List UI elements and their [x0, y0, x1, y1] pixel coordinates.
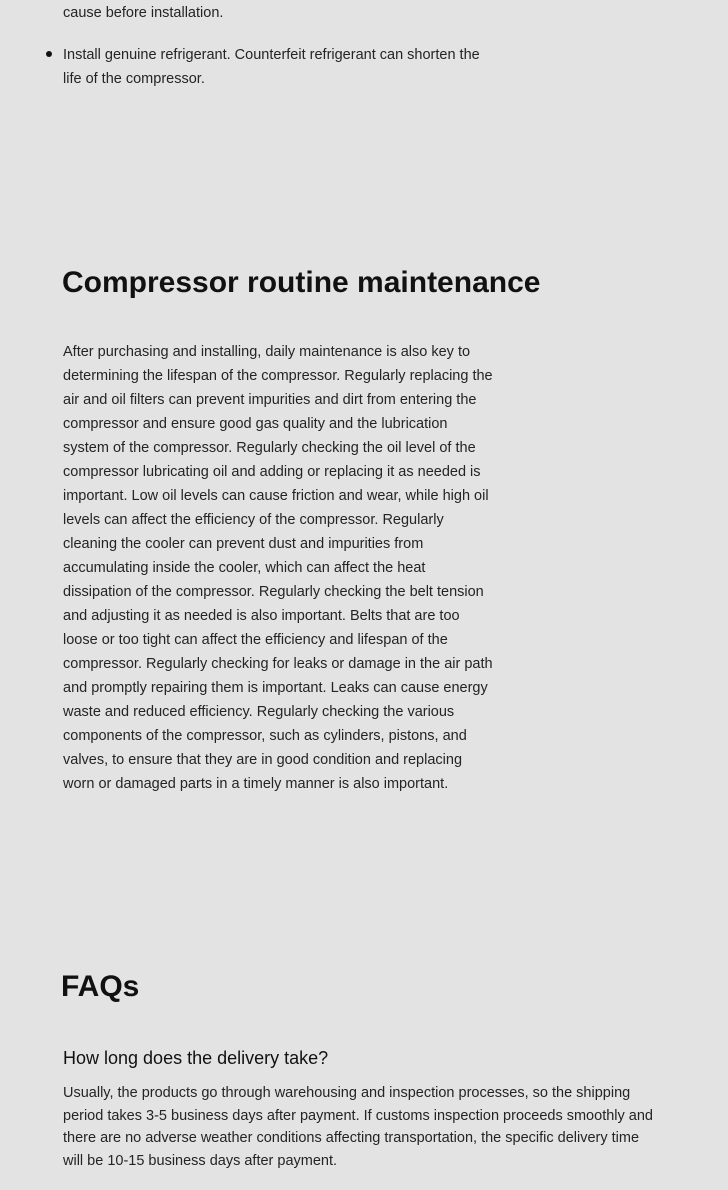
installation-bullet-list: [63, 43, 483, 91]
partial-paragraph-text: cause before installation.: [63, 5, 224, 21]
bullet-item-text: Install genuine refrigerant. Counterfeit refrigerant can shorten the life of the compressor.: [63, 47, 480, 87]
faqs-heading: FAQs: [61, 970, 140, 1003]
faq-question: How long does the delivery take?: [63, 1048, 329, 1068]
maintenance-heading: Compressor routine maintenance: [62, 266, 541, 299]
faq-answer: Usually, the products go through warehousing and inspection processes, so the shipping period takes 3-5 business days after payment. If customs inspection proceeds smoothly and there are no adverse weather conditions affecting transportation, the specific delivery time will be 10-15 business days after payment.: [63, 1085, 653, 1169]
bullet-dot-icon: [46, 51, 52, 57]
maintenance-paragraph: After purchasing and installing, daily maintenance is also key to determining the lifespan of the compressor. Regularly replacing the air and oil filters can prevent impurities and dirt from entering the compressor and ensure good gas quality and the lubrication system of the compressor. Regularly checking the oil level of the compressor lubricating oil and adding or replacing it as needed is important. Low oil levels can cause friction and wear, while high oil levels can affect the efficiency of the compressor. Regularly cleaning the cooler can prevent dust and impurities from accumulating inside the cooler, which can affect the heat dissipation of the compressor. Regularly checking the belt tension and adjusting it as needed is also important. Belts that are too loose or too tight can affect the efficiency and lifespan of the compressor. Regularly checking for leaks or damage in the air path and promptly repairing them is important. Leaks can cause energy waste and reduced efficiency. Regularly checking the various components of the compressor, such as cylinders, pistons, and valves, to ensure that they are in good condition and replacing worn or damaged parts in a timely manner is also important.: [63, 344, 493, 792]
bullet-item: [63, 43, 483, 91]
